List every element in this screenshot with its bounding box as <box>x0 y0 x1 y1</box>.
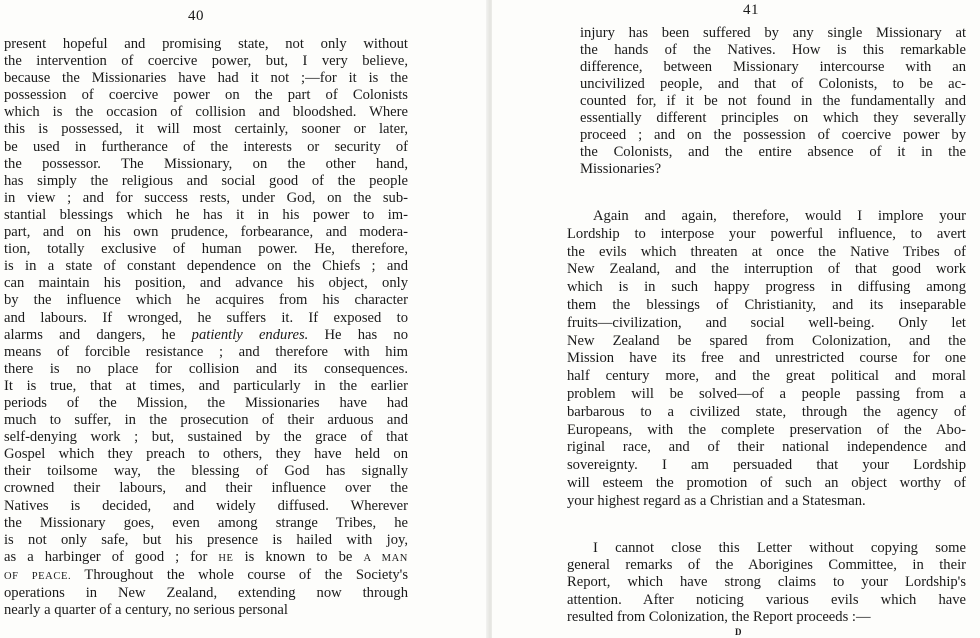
page-number-right: 41 <box>743 2 759 18</box>
text-line: the Colonists, and the entire absence of it in the <box>580 144 966 160</box>
text-line: counted for, if it be not found in the fundamentally and <box>580 93 966 109</box>
text-line: New Zealand be spared from Colonization, and the <box>567 332 966 349</box>
text-line: sovereignty. I am persuaded that your Lordship <box>567 457 966 474</box>
text-line: is in a state of constant dependence on the Chiefs ; and <box>4 258 408 275</box>
text-line: It is true, that at times, and particularly in the earlier <box>4 377 408 394</box>
text-line: Gospel which they preach to others, they have held on <box>4 446 408 463</box>
text-line: be used in furtherance of the interests or security of <box>4 138 408 155</box>
text-line: operations in New Zealand, extending now through <box>4 585 408 601</box>
text-line: there is no place for collision and its consequences. <box>4 360 408 377</box>
text-line: periods of the Mission, the Missionaries have had <box>4 394 408 411</box>
text-line: possession of coercive power on the part of Colonists <box>4 87 408 104</box>
right-paragraph-3 <box>567 540 966 626</box>
text-line: Again and again, therefore, would I implore your <box>593 208 966 224</box>
text-line: them the blessings of Christianity, and its inseparable <box>567 296 966 313</box>
text-line: as a harbinger of good ; for HE is known to be A MAN <box>4 548 408 565</box>
text-line: attention. After noticing various evils which have <box>567 591 966 608</box>
text-line: Europeans, with the complete preservation of the Abo- <box>567 421 966 438</box>
text-line: New Zealand, and the interruption of that good work <box>567 261 966 278</box>
signature-mark: D <box>735 627 742 637</box>
left-page-body <box>4 36 408 619</box>
text-line: tion, totally exclusive of human power. He, therefore, <box>4 241 408 258</box>
text-line: because the Missionaries have had it not ;—for it is the <box>4 70 408 87</box>
text-line: alarms and dangers, he patiently endures. He has no <box>4 326 409 343</box>
text-line: the hands of the Natives. How is this remarkable <box>580 42 966 58</box>
text-line: resulted from Colonization, the Report proceeds :— <box>567 608 871 625</box>
text-line: self-denying work ; but, sustained by the grace of that <box>4 429 408 446</box>
text-line: Lordship to interpose your powerful influence, to avert <box>567 225 966 242</box>
text-line: I cannot close this Letter without copying some <box>593 540 966 556</box>
text-line: riginal race, and of their national independence and <box>567 439 966 456</box>
page-number-left: 40 <box>188 8 204 24</box>
text-line: will esteem the promotion of such an object worthy of <box>567 474 966 491</box>
text-line: which is the occasion of collision and bloodshed. Where <box>4 104 408 121</box>
text-line: the evils which threaten at once the Native Tribes of <box>567 243 966 260</box>
text-line: the intervention of coercive power, but, I very believe, <box>4 53 408 70</box>
text-line: present hopeful and promising state, not only without <box>4 36 408 52</box>
text-line: which is in such happy progress in diffusing among <box>567 279 966 296</box>
text-line: is not only safe, but his presence is hailed with joy, <box>4 531 408 548</box>
text-line: and labours. If wronged, he suffers it. If exposed to <box>4 309 408 326</box>
right-page <box>492 0 980 638</box>
text-line: fruits—civilization, and social well-being. Only let <box>567 314 966 331</box>
text-line: their toilsome way, the blessing of God has signally <box>4 463 408 480</box>
text-line: much to suffer, in the prosecution of their arduous and <box>4 412 408 429</box>
text-line: Mission have its free and unrestricted course for one <box>567 350 966 367</box>
right-paragraph-2 <box>567 208 966 511</box>
text-line: the Missionary goes, even among strange Tribes, he <box>4 514 408 531</box>
text-line: difference, between Missionary intercourse with an <box>580 59 966 75</box>
text-line: by the influence which he acquires from his character <box>4 292 408 309</box>
text-line: has simply the religious and social good of the people <box>4 172 408 189</box>
text-line: OF PEACE. Throughout the whole course of the Society's <box>4 566 408 583</box>
text-line: injury has been suffered by any single Missionary at <box>580 25 966 41</box>
text-line: problem will be solved—of a people passing from a <box>567 385 966 402</box>
left-page <box>0 0 488 638</box>
text-line: crowned their labours, and their influence over the <box>4 480 408 497</box>
text-line: this is possessed, it will most certainly, sooner or later, <box>4 121 408 138</box>
text-line: your highest regard as a Christian and a Statesman. <box>567 492 866 509</box>
text-line: Report, which have strong claims to your Lordship's <box>567 574 966 591</box>
text-line: proceed ; and on the possession of coercive power by <box>580 127 966 143</box>
right-paragraph-1 <box>580 25 966 178</box>
text-line: stantial blessings which he has it in his power to im- <box>4 206 408 223</box>
text-line: Natives is decided, and widely diffused. Wherever <box>4 497 408 514</box>
text-line: nearly a quarter of a century, no serious personal <box>4 602 288 619</box>
text-line: general remarks of the Aborigines Committee, in their <box>567 557 966 574</box>
text-line: barbarous to a civilized state, through the agency of <box>567 403 966 420</box>
text-line: in view ; and for success rests, under God, on the sub- <box>4 189 408 206</box>
text-line: the possessor. The Missionary, on the other hand, <box>4 155 408 172</box>
text-line: part, and on his own prudence, forbearance, and modera- <box>4 224 408 241</box>
text-line: means of forcible resistance ; and therefore with him <box>4 343 408 360</box>
text-line: Missionaries? <box>580 161 662 177</box>
text-line: half century more, and the great political and moral <box>567 368 966 385</box>
text-line: can maintain his position, and advance his object, only <box>4 275 408 292</box>
text-line: uncivilized people, and that of Colonists, to be ac- <box>580 76 966 92</box>
text-line: essentially different principles on which they severally <box>580 110 966 126</box>
